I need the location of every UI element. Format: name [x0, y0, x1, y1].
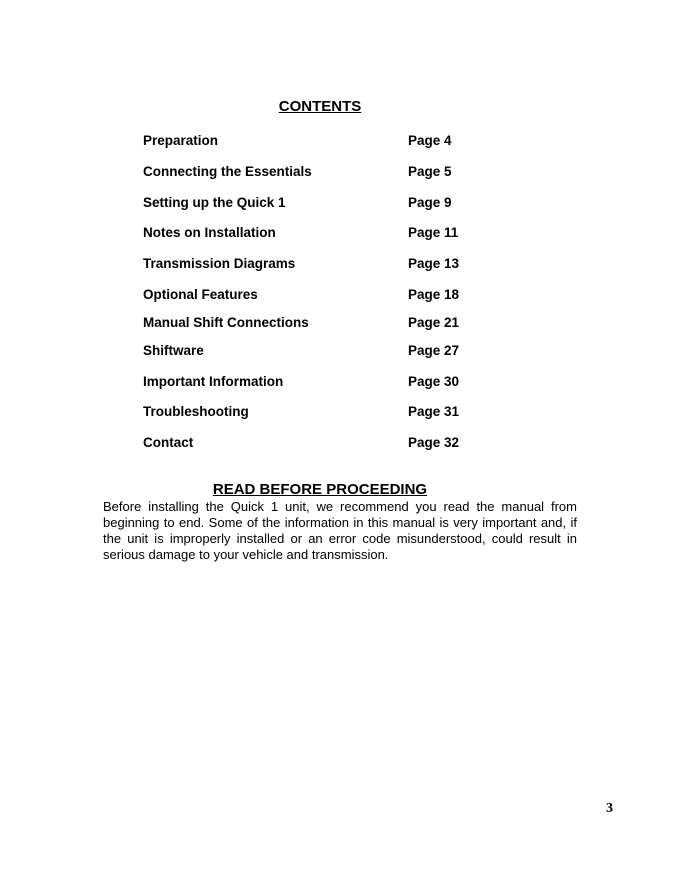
contents-entry [0, 402, 680, 422]
contents-entry-label: Connecting the Essentials [143, 164, 312, 179]
contents-entry-page: Page 27 [408, 343, 460, 358]
page-number: 3 [606, 801, 613, 816]
read-before-heading: READ BEFORE PROCEEDING [212, 481, 428, 498]
contents-entry-page: Page 13 [408, 256, 460, 271]
contents-entry [0, 372, 680, 392]
contents-entry-label: Setting up the Quick 1 [143, 195, 286, 210]
contents-entry-page: Page 32 [408, 435, 460, 450]
contents-entry-label: Manual Shift Connections [143, 315, 309, 330]
contents-entry-page: Page 30 [408, 374, 460, 389]
contents-entry-label: Troubleshooting [143, 404, 249, 419]
contents-entry [0, 131, 680, 151]
contents-entry-label: Shiftware [143, 343, 204, 358]
contents-entry-page: Page 9 [408, 195, 452, 210]
contents-entry [0, 341, 680, 361]
contents-entry-label: Important Information [143, 374, 284, 389]
contents-entry [0, 285, 680, 305]
contents-entry-label: Notes on Installation [143, 225, 276, 240]
contents-entry [0, 193, 680, 213]
contents-entry-page: Page 11 [408, 225, 459, 240]
contents-entry [0, 254, 680, 274]
read-before-paragraph: Before installing the Quick 1 unit, we recommend you read the manual from beginning to end. Some of the information in this manual is very important and, if the unit is improperly installed or an error code misunderstood, could result in serious damage to your vehicle and transmission. [103, 499, 577, 562]
contents-entry-label: Optional Features [143, 287, 258, 302]
contents-entry [0, 433, 680, 453]
contents-entry-page: Page 21 [408, 315, 460, 330]
contents-entry [0, 313, 680, 333]
contents-entry-label: Preparation [143, 133, 219, 148]
contents-entry-page: Page 5 [408, 164, 452, 179]
contents-entry [0, 162, 680, 182]
contents-entry-label: Transmission Diagrams [143, 256, 296, 271]
contents-entry-page: Page 18 [408, 287, 460, 302]
contents-entry-page: Page 4 [408, 133, 452, 148]
contents-title: CONTENTS [278, 98, 362, 115]
contents-entry-label: Contact [143, 435, 194, 450]
contents-entry [0, 223, 680, 243]
contents-entry-page: Page 31 [408, 404, 460, 419]
